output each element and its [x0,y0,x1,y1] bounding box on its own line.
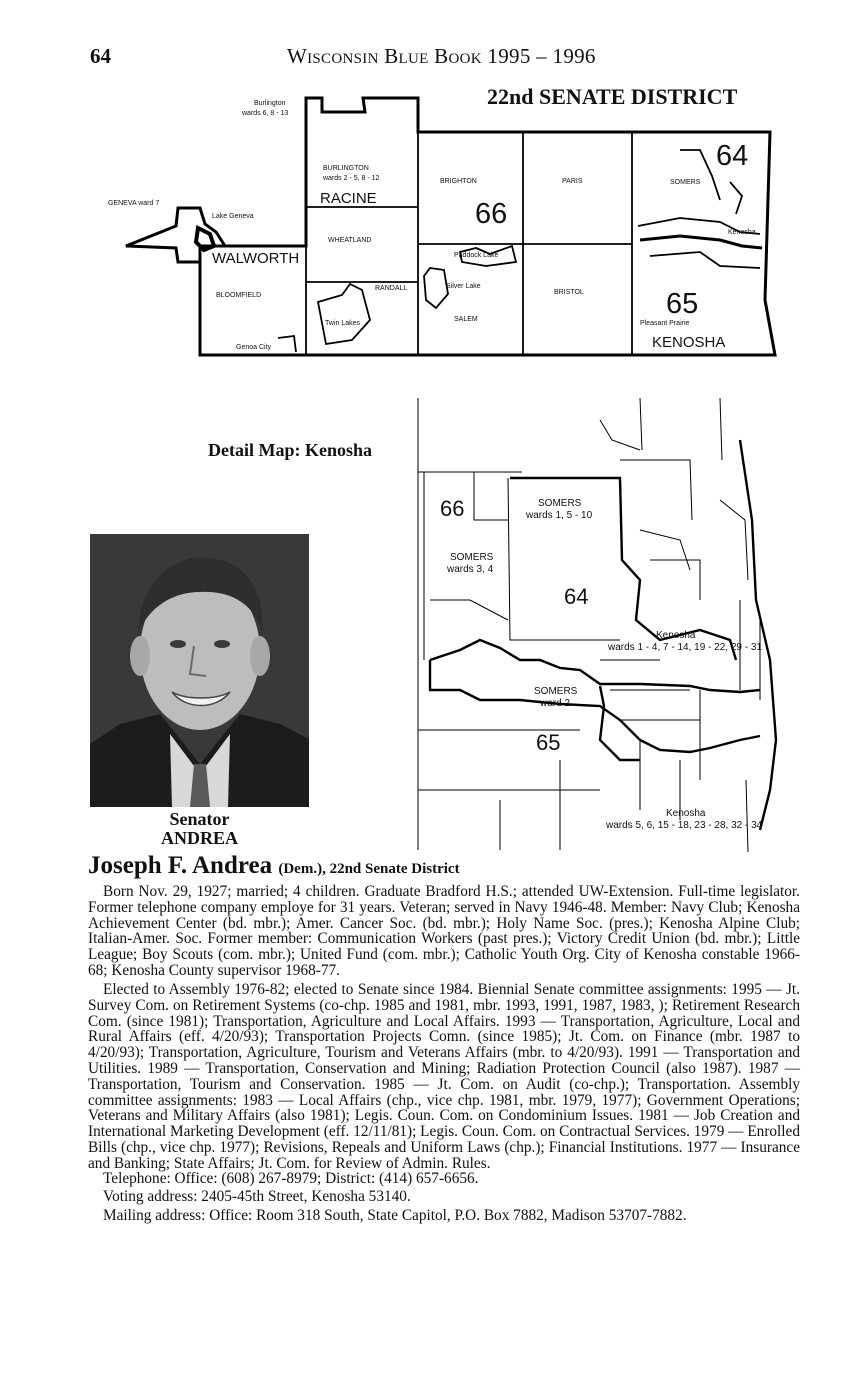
telephone-line: Telephone: Office: (608) 267-8979; District: (414) 657-6656. [103,1170,479,1187]
paddock-lake-label: Paddock Lake [454,252,499,259]
kenosha-county-label: KENOSHA [652,334,726,351]
detail-somers-a-wards-label: wards 1, 5 - 10 [526,510,593,521]
bristol-label: BRISTOL [554,289,584,296]
brighton-label: BRIGHTON [440,178,477,185]
somers-label: SOMERS [670,179,701,186]
district-64-label: 64 [716,140,749,172]
walworth-label: WALWORTH [212,250,300,267]
page-number: 64 [90,44,111,68]
district-65-label: 65 [666,288,699,320]
bloomfield-label: BLOOMFIELD [216,292,262,299]
district-map-title: 22nd SENATE DISTRICT [487,84,738,109]
running-head: Wisconsin Blue Book 1995 – 1996 [287,44,596,68]
burlington-mid-wards-label: wards 2 - 5, 8 - 12 [323,175,380,182]
burlington-top-label: Burlington [254,100,286,107]
detail-district-64-label: 64 [564,584,589,609]
paris-label: PARIS [562,178,583,185]
lake-geneva-label: Lake Geneva [212,213,254,220]
district-66-label: 66 [475,198,508,230]
twin-lakes-label: Twin Lakes [325,320,361,327]
photo-caption-name: ANDREA [160,828,238,848]
senator-heading [88,852,460,880]
detail-kenosha-b-wards-label: wards 5, 6, 15 - 18, 23 - 28, 32 - 34 [606,820,763,831]
detail-district-66-label: 66 [440,496,465,521]
racine-label: RACINE [320,190,377,207]
detail-somers-c-label: SOMERS [534,686,578,697]
detail-kenosha-a-wards-label: wards 1 - 4, 7 - 14, 19 - 22, 29 - 31 [608,642,762,653]
voting-address-line: Voting address: 2405-45th Street, Kenosha 53140. [103,1188,411,1205]
salem-label: SALEM [454,316,478,323]
biography-paragraph-2 [88,982,800,1172]
detail-somers-a-label: SOMERS [538,498,582,509]
pleasant-prairie-label: Pleasant Prairie [640,320,690,327]
detail-kenosha-a-label: Kenosha [656,630,696,641]
photo-caption-title: Senator [169,809,230,829]
detail-somers-b-wards-label: wards 3, 4 [447,564,494,575]
geneva-label: GENEVA ward 7 [108,200,160,207]
wheatland-label: WHEATLAND [328,237,372,244]
silver-lake-label: Silver Lake [446,283,481,290]
senator-photo [90,534,309,807]
mailing-address-line: Mailing address: Office: Room 318 South, State Capitol, P.O. Box 7882, Madison 53707-7882. [103,1207,687,1224]
burlington-mid-label: BURLINGTON [323,165,369,172]
genoa-city-label: Genoa City [236,344,272,351]
detail-district-65-label: 65 [536,730,561,755]
biography-paragraph-1 [88,884,800,979]
detail-map-title: Detail Map: Kenosha [208,440,372,460]
detail-somers-c-wards-label: ward 2 [540,698,571,709]
detail-kenosha-b-label: Kenosha [666,808,706,819]
senator-name: Joseph F. Andrea [88,852,273,879]
detail-somers-b-label: SOMERS [450,552,494,563]
burlington-top-wards-label: wards 6, 8 - 13 [242,110,289,117]
randall-label: RANDALL [375,285,408,292]
bio-text-2: Elected to Assembly 1976-82; elected to Senate since 1984. Biennial Senate committee assignments: 1995 — Jt. Survey Com. on Retirement Systems (co-chp. 1985 and 1981, mbr. 1993, 1991, 1987, 1983, ); Retirement Research Com. (since 1981); Transportation, Agriculture and Local Affairs. 1993 — Transportation, Agriculture, Local and Rural Affairs (eff. 4/20/93); Transportation Projects Comn. (since 1985); Jt. Com. on Finance (mbr. 1987 to 4/20/93); Transportation, Agriculture, Tourism and Veterans Affairs (mbr. to 4/20/93). 1991 — Transportation and Utilities. 1989 — Transportation, Conservation and Mining; Radiation Protection Council (also 1987). 1987 — Transportation, Tourism and Conservation. 1985 — Jt. Com. on Audit (co-chp.); Transportation. Assembly committee assignments: 1983 — Local Affairs (chp., vice chp. 1981, mbr. 1979, 1977); Government Operations; Veterans and Military Affairs (also 1981); Legis. Coun. Com. on Condominium Issues. 1981 — Job Creation and International Marketing Development (eff. 12/11/81); Legis. Coun. Com. on Contractual Services. 1979 — Enrolled Bills (chp., vice chp. 1977); Revisions, Repeals and Uniform Laws (chp.); Financial Institutions. 1977 — Insurance and Banking; State Affairs; Jt. Com. for Review of Admin. Rules. [88,981,800,1172]
senator-party-district: (Dem.), 22nd Senate District [278,861,460,877]
bio-text-1: Born Nov. 29, 1927; married; 4 children. Graduate Bradford H.S.; attended UW-Extension. Full-time legislator. Former telephone company employe for 31 years. Veteran; served in Navy 1946-48. Member: Navy Club; Kenosha Achievement Center (bd. mbr.); Amer. Cancer Soc. (bd. mbr.); Holy Name Soc. (pres.); Kenosha Alpine Club; Italian-Amer. Soc. Former member: Communication Workers (past pres.); Victory Credit Union (bd. mbr.); Little League; Boy Scouts (com. mbr.); United Fund (com. mbr.); Catholic Youth Org. City of Kenosha constable 1966-68; Kenosha County supervisor 1968-77. [88,883,800,979]
kenosha-city-label: Kenosha [728,229,756,236]
